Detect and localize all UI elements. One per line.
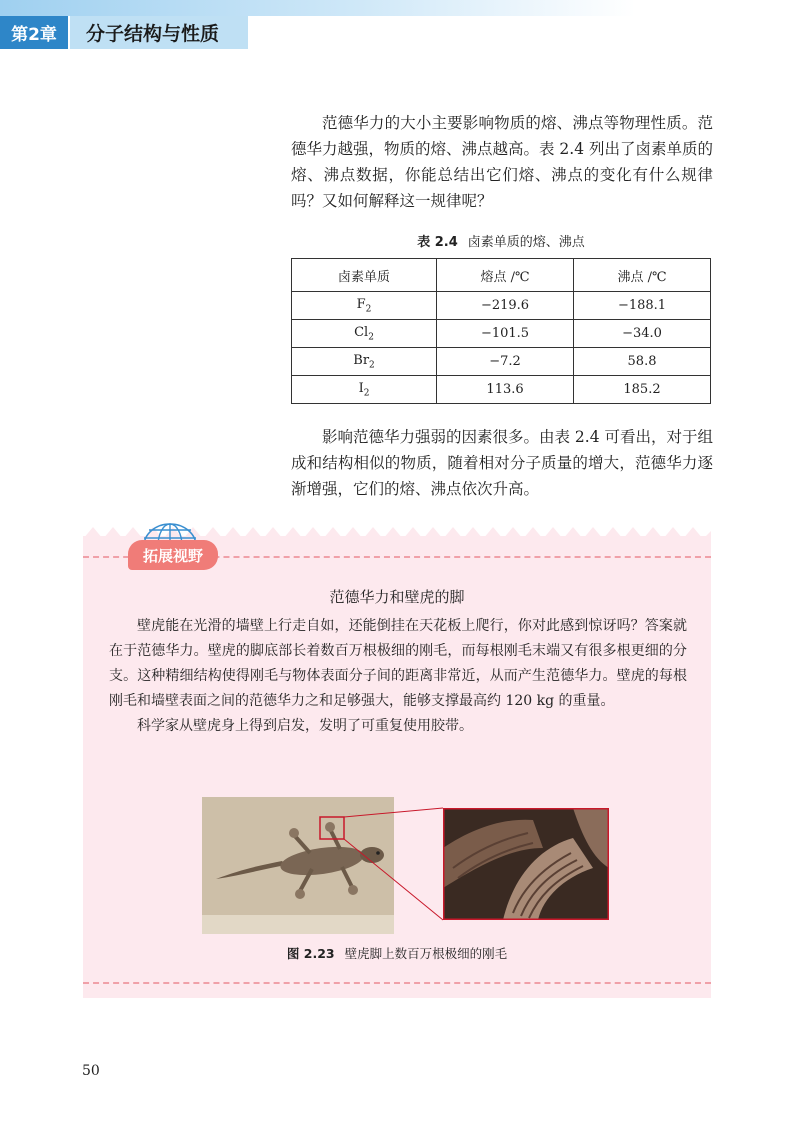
table-row [292, 320, 711, 348]
boiling-point-cell: −34.0 [574, 320, 711, 348]
table-row [292, 292, 711, 320]
element-cell: $Cl_2$ [292, 320, 437, 348]
boiling-point-cell: 185.2 [574, 376, 711, 404]
melting-point-cell: −101.5 [437, 320, 574, 348]
conclusion-paragraph: 影响范德华力强弱的因素很多。由表 2.4 可看出，对于组成和结构相似的物质，随着相对分子质量的增大，范德华力逐渐增强，它们的熔、沸点依次升高。 [291, 428, 714, 498]
extension-text [109, 614, 687, 739]
melting-point-cell: −219.6 [437, 292, 574, 320]
table-header: 卤素单质 [292, 259, 437, 292]
intro-paragraph: 范德华力的大小主要影响物质的熔、沸点等物理性质。范德华力越强，物质的熔、沸点越高。表 2.4 列出了卤素单质的熔、沸点数据，你能总结出它们熔、沸点的变化有什么规律吗？又如何解释这一规律呢？ [291, 114, 714, 210]
melting-point-cell: 113.6 [437, 376, 574, 404]
element-cell: $I_2$ [292, 376, 437, 404]
extension-paragraph: 壁虎能在光滑的墙壁上行走自如，还能倒挂在天花板上爬行，你对此感到惊讶吗？答案就在于范德华力。壁虎的脚底部长着数百万根极细的刚毛，而每根刚毛末端又有很多根更细的分支。这种精细结构使得刚毛与物体表面分子间的距离非常近，从而产生范德华力。壁虎的每根刚毛和墙壁表面之间的范德华力之和足够强大，能够支撑最高约 120 kg 的重量。 [109, 618, 687, 709]
boiling-point-cell: −188.1 [574, 292, 711, 320]
page-number: 50 [82, 1063, 100, 1079]
gecko-photo [202, 797, 394, 934]
table-row [292, 348, 711, 376]
boiling-point-cell: 58.8 [574, 348, 711, 376]
halogen-table [291, 258, 711, 404]
extension-tag: 拓展视野 [128, 540, 218, 570]
element-cell: $F_2$ [292, 292, 437, 320]
extension-paragraph: 科学家从壁虎身上得到启发，发明了可重复使用胶带。 [137, 718, 473, 734]
table-header: 沸点 /℃ [574, 259, 711, 292]
table-caption-text: 卤素单质的熔、沸点 [467, 235, 585, 250]
element-cell: $Br_2$ [292, 348, 437, 376]
figure-number: 图 2.23 [286, 946, 335, 961]
chapter-title: 分子结构与性质 [70, 16, 248, 49]
table-header-row [292, 259, 711, 292]
table-number: 表 2.4 [417, 235, 458, 250]
table-caption [291, 231, 711, 250]
gecko-foot-closeup [443, 808, 609, 920]
melting-point-cell: −7.2 [437, 348, 574, 376]
figure-caption-text: 壁虎脚上数百万根极细的刚毛 [344, 946, 508, 961]
header-gradient-bar [0, 0, 794, 16]
table-header: 熔点 /℃ [437, 259, 574, 292]
bottom-dashed-divider [83, 982, 711, 984]
chapter-number: 第2章 [0, 16, 68, 49]
extension-title: 范德华力和壁虎的脚 [329, 588, 465, 606]
table-row [292, 376, 711, 404]
figure-caption [83, 944, 711, 962]
